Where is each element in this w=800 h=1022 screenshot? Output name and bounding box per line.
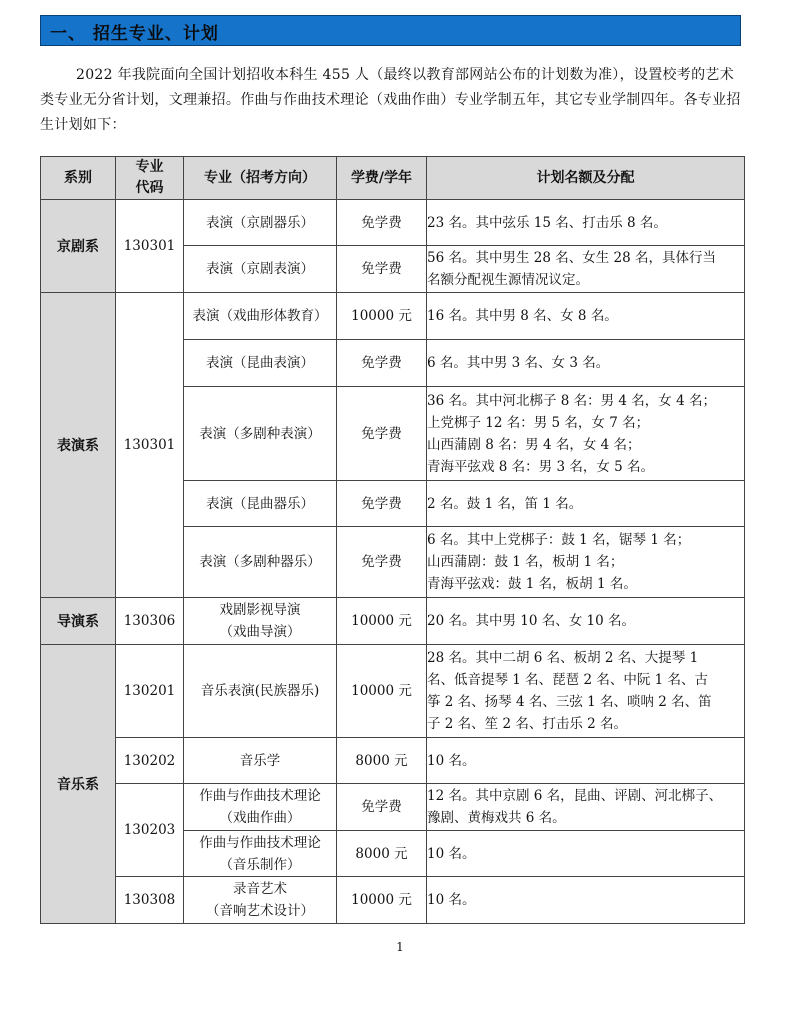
plan-line: 28 名。其中二胡 6 名、板胡 2 名、大提琴 1 (427, 650, 699, 666)
fee-cell: 免学费 (337, 340, 427, 387)
plan-cell (427, 738, 745, 784)
code-cell: 130202 (116, 738, 184, 784)
plan-cell (427, 831, 745, 877)
major-cell (184, 877, 337, 924)
major-cell (184, 645, 337, 738)
plan-line: 2 名。鼓 1 名，笛 1 名。 (427, 495, 583, 512)
plan-line: 山西蒲剧 8 名：男 4 名，女 4 名； (427, 436, 641, 453)
plan-cell (427, 200, 745, 246)
plan-line: 12 名。其中京剧 6 名，昆曲、评剧、河北梆子、 (427, 788, 723, 804)
major-cell (184, 831, 337, 877)
major-line: 音乐学 (239, 752, 281, 769)
code-cell: 130306 (116, 598, 184, 645)
major-line: 表演（京剧表演） (206, 261, 314, 277)
major-line: （音响艺术设计） (206, 903, 314, 919)
major-cell (184, 200, 337, 246)
major-line: 戏剧影视导演 (219, 602, 301, 618)
major-line: 音乐表演(民族器乐) (200, 683, 320, 699)
dept-cell-yinyue: 音乐系 (41, 645, 116, 924)
header-plan: 计划名额及分配 (427, 157, 745, 200)
plan-cell (427, 340, 745, 387)
table-row (41, 784, 745, 831)
table-row (41, 598, 745, 645)
section-banner (40, 15, 741, 46)
plan-line: 10 名。 (427, 752, 476, 769)
header-code-line1: 专业 (135, 159, 164, 175)
intro-paragraph: 2022 年我院面向全国计划招收本科生 455 人（最终以教育部网站公布的计划数为准），设置校考的艺术类专业无分省计划，文理兼招。作曲与作曲技术理论（戏曲作曲）专业学制五年，其它专业学制四年。各专业招生计划如下： (40, 67, 741, 133)
major-line: 表演（京剧器乐） (206, 214, 314, 231)
plan-line: 山西蒲剧：鼓 1 名，板胡 1 名； (427, 554, 624, 570)
plan-cell (427, 784, 745, 831)
major-line: 录音艺术 (233, 881, 287, 897)
plan-line: 上党梆子 12 名：男 5 名，女 7 名； (427, 414, 650, 431)
table-row (41, 293, 745, 340)
table-header-row (41, 157, 745, 200)
table-row (41, 200, 745, 246)
header-code-line2: 代码 (135, 180, 164, 196)
major-line: （戏曲作曲） (219, 810, 301, 826)
plan-line: 10 名。 (427, 845, 476, 862)
fee-cell: 免学费 (337, 481, 427, 527)
enrollment-plan-table (40, 156, 745, 924)
major-line: 表演（昆曲表演） (206, 355, 314, 371)
major-line: （音乐制作） (219, 856, 301, 873)
header-dept: 系别 (41, 157, 116, 200)
major-cell (184, 246, 337, 293)
table-row (41, 645, 745, 738)
fee-cell: 免学费 (337, 784, 427, 831)
fee-cell: 8000 元 (337, 738, 427, 784)
header-major: 专业（招考方向） (184, 157, 337, 200)
section-title: 一、 招生专业、计划 (50, 24, 219, 44)
plan-cell (427, 877, 745, 924)
plan-cell (427, 598, 745, 645)
major-cell (184, 387, 337, 481)
plan-cell (427, 246, 745, 293)
plan-line: 豫剧、黄梅戏共 6 名。 (427, 810, 566, 826)
plan-line: 子 2 名、笙 2 名、打击乐 2 名。 (427, 716, 628, 732)
plan-cell (427, 481, 745, 527)
dept-cell-daoyan: 导演系 (41, 598, 116, 645)
code-cell: 130301 (116, 293, 184, 598)
dept-cell-jingju: 京剧系 (41, 200, 116, 293)
plan-line: 56 名。其中男生 28 名、女生 28 名，具体行当 (427, 250, 716, 266)
plan-cell (427, 293, 745, 340)
code-cell: 130301 (116, 200, 184, 293)
fee-cell: 10000 元 (337, 645, 427, 738)
major-line: 表演（多剧种器乐） (199, 554, 321, 570)
plan-cell (427, 387, 745, 481)
table-row (41, 738, 745, 784)
fee-cell: 免学费 (337, 200, 427, 246)
major-cell (184, 738, 337, 784)
code-cell: 130308 (116, 877, 184, 924)
fee-cell: 8000 元 (337, 831, 427, 877)
fee-cell: 10000 元 (337, 877, 427, 924)
plan-line: 6 名。其中上党梆子：鼓 1 名，锯琴 1 名； (427, 532, 691, 548)
plan-line: 名额分配视生源情况议定。 (427, 272, 589, 288)
table-row (41, 877, 745, 924)
header-fee: 学费/学年 (337, 157, 427, 200)
fee-cell: 免学费 (337, 387, 427, 481)
code-cell: 130203 (116, 784, 184, 877)
major-line: 作曲与作曲技术理论 (199, 834, 321, 851)
plan-line: 10 名。 (427, 892, 476, 908)
major-cell (184, 784, 337, 831)
fee-cell: 10000 元 (337, 598, 427, 645)
plan-line: 筝 2 名、扬琴 4 名、三弦 1 名、唢呐 2 名、笛 (427, 694, 712, 710)
major-line: 表演（昆曲器乐） (206, 495, 314, 512)
major-line: 作曲与作曲技术理论 (199, 788, 321, 804)
major-cell (184, 598, 337, 645)
major-cell (184, 340, 337, 387)
plan-line: 名、低音提琴 1 名、琵琶 2 名、中阮 1 名、古 (427, 672, 709, 688)
plan-cell (427, 527, 745, 598)
major-cell (184, 481, 337, 527)
plan-line: 6 名。其中男 3 名、女 3 名。 (427, 355, 610, 371)
plan-line: 20 名。其中男 10 名、女 10 名。 (427, 613, 635, 629)
plan-line: 青海平弦戏 8 名：男 3 名，女 5 名。 (427, 458, 655, 475)
plan-line: 青海平弦戏：鼓 1 名，板胡 1 名。 (427, 576, 637, 592)
plan-line: 23 名。其中弦乐 15 名、打击乐 8 名。 (427, 214, 667, 231)
major-line: （戏曲导演） (219, 624, 301, 640)
page-number: 1 (396, 940, 404, 954)
header-code (116, 157, 184, 200)
major-cell (184, 293, 337, 340)
major-line: 表演（戏曲形体教育） (192, 308, 328, 324)
plan-cell (427, 645, 745, 738)
dept-cell-biaoyan: 表演系 (41, 293, 116, 598)
code-cell: 130201 (116, 645, 184, 738)
plan-line: 16 名。其中男 8 名、女 8 名。 (427, 308, 618, 324)
fee-cell: 免学费 (337, 527, 427, 598)
major-line: 表演（多剧种表演） (199, 425, 321, 442)
fee-cell: 10000 元 (337, 293, 427, 340)
fee-cell: 免学费 (337, 246, 427, 293)
major-cell (184, 527, 337, 598)
plan-line: 36 名。其中河北梆子 8 名：男 4 名，女 4 名； (427, 392, 716, 409)
